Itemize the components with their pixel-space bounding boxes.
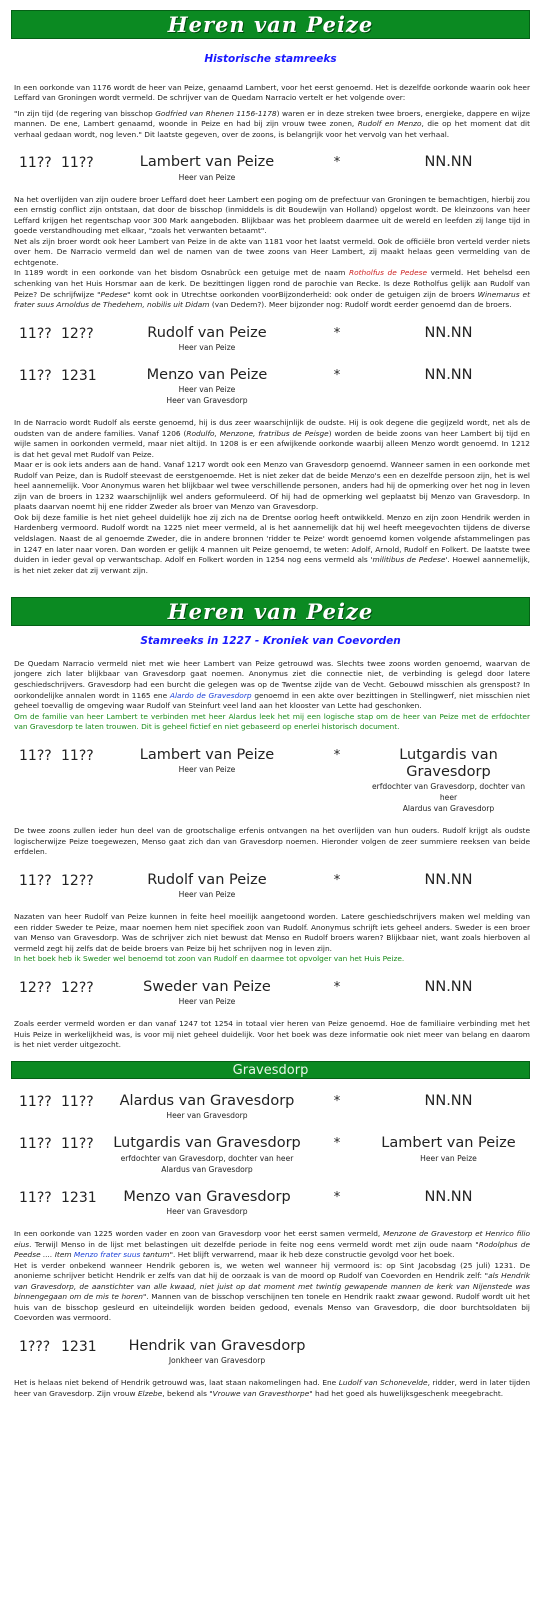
genealogy-entry [11, 325, 530, 353]
marriage-star: * [333, 1189, 341, 1205]
paragraph: Het is helaas niet bekend of Hendrik getrouwd was, laat staan nakomelingen had. Ene Ludolf van Schonevelde, ridder, werd in later tijden heer van Gravesdorp. Zijn vrouw Elzebe, bekend als "Vrouwe van Gravesthorpe" had het goed als huwelijksgeschenk meegebracht. [14, 1378, 531, 1398]
person-name: Sweder van Peize [143, 978, 271, 995]
death-year: 1231 [61, 1338, 97, 1355]
genealogy-entry [11, 1135, 530, 1174]
paragraph: Zoals eerder vermeld worden er dan vanaf 1247 tot 1254 in totaal vier heren van Peize genoemd. Hoe de familiaire verbinding met het Huis Peize in werkelijkheid was, is voor mij niet geheel duidelijk. Voor het boek was deze informatie ook niet meer van belang en daarom is het niet verder uitgezocht. [14, 1019, 530, 1050]
spouse-name: NN.NN [424, 366, 473, 383]
genealogy-entry [11, 1189, 530, 1217]
person-title: Heer van Gravesdorp [166, 1111, 248, 1121]
paragraph: In een oorkonde van 1225 worden vader en zoon van Gravesdorp voor het eerst samen vermeld, Menzone de Gravestorp et Henrico filio eius. Terwijl Menso in de lijst met belastingen uit dezelfde periode in feite nog eens vermeld wordt met zijn oude naam "Rodolphus de Peedse .... Item Menzo frater suus tantum". Het blijft verwarrend, maar ik heb deze constructie gevolgd voor het boek. Het is verder onbekend wanneer Hendrik geboren is, we weten wel wanneer hij vermoord is: op Sint Jacobsdag (25 juli) 1231. De anonieme schrijver beticht Hendrik er zelfs van dat hij de oorzaak is van de moord op Rudolf van Coevorden en Hendrik zelf: "als Hendrik van Gravesdorp, de aanstichter van alle kwaad, niet juist op dat moment met twintig gewapende mannen de kerk van Nijenstede was binnengegaan om de mis te horen". Mannen van de bisschop verschijnen ten tonele en Hendrik raakt zwaar gewond. Rudolf wordt uit het huis van de bisschop gesleurd en uiteindelijk worden beiden gedood, evenals Menso van Gravesdorp, die door burchtsoldaten bij Coevorden was vermoord. [14, 1228, 531, 1323]
person-name: Rudolf van Peize [147, 871, 267, 888]
genealogy-entry [11, 747, 530, 815]
person-title: erfdochter van Gravesdorp, dochter van heer [120, 1153, 294, 1163]
genealogy-entry [11, 154, 530, 182]
person-name: Hendrik van Gravesdorp [128, 1337, 306, 1354]
person-title: Heer van Peize [178, 172, 236, 182]
marriage-star: * [333, 325, 341, 341]
death-year: 11?? [61, 747, 94, 764]
person-title: Heer van Peize [178, 997, 236, 1007]
person-name: Lutgardis van Gravesdorp [113, 1135, 301, 1152]
person-name: Menzo van Peize [146, 366, 268, 383]
spouse-title-2: Alardus van Gravesdorp [402, 804, 495, 814]
person-name: Rudolf van Peize [147, 324, 267, 341]
birth-year: 1??? [19, 1338, 51, 1355]
birth-year: 11?? [19, 367, 52, 384]
birth-year: 11?? [19, 325, 52, 342]
spouse-name: NN.NN [424, 154, 473, 171]
spouse-name: Lutgardis van Gravesdorp [399, 746, 498, 780]
death-year: 12?? [61, 325, 94, 342]
birth-year: 11?? [19, 155, 52, 172]
spouse-name: Lambert van Peize [381, 1135, 516, 1152]
marriage-star: * [333, 155, 341, 171]
genealogy-entry [11, 872, 530, 900]
person-title: Heer van Peize [178, 342, 236, 352]
spouse-title: erfdochter van Gravesdorp, dochter van heer [371, 782, 526, 803]
birth-year: 11?? [19, 747, 52, 764]
section-header-gravesdorp: Gravesdorp [11, 1061, 530, 1079]
birth-year: 11?? [19, 1093, 52, 1110]
birth-year: 11?? [19, 1136, 52, 1153]
genealogy-entry [11, 1093, 530, 1121]
death-year: 1231 [61, 1189, 97, 1206]
person-title: Jonkheer van Gravesdorp [168, 1356, 266, 1366]
person-name: Lambert van Peize [139, 154, 275, 171]
death-year: 11?? [61, 155, 94, 172]
marriage-star: * [333, 747, 341, 763]
header-banner [11, 597, 530, 626]
person-name: Alardus van Gravesdorp [119, 1092, 295, 1109]
spouse-name: NN.NN [424, 978, 473, 995]
death-year: 12?? [61, 979, 94, 996]
person-title-2: Alardus van Gravesdorp [161, 1164, 253, 1174]
marriage-star: * [333, 1136, 341, 1152]
paragraph: "In zijn tijd (de regering van bisschop Godfried van Rhenen 1156-1178) waren er in deze streken twee broers, energieke, dappere en wijze mannen. De ene, Lambert genaamd, woonde in Peize en had bij zijn vrouw twee zonen, Rudolf en Menzo, die op het moment dat dit verhaal gedaan wordt, nog leven." Dit laatste gegeven, over de zoons, is belangrijk voor het vervolg van het verhaal. [14, 108, 531, 139]
paragraph: De twee zoons zullen ieder hun deel van de grootschalige erfenis ontvangen na het overlijden van hun ouders. Rudolf krijgt als oudste logischerwijze Peize toegewezen, Menso gaat zich dan van Gravesdorp noemen. Hieronder volgen de zeer summiere reeksen van beide erfdelen. [14, 826, 530, 857]
spouse-name: NN.NN [424, 1188, 473, 1205]
spouse-title: Heer van Peize [420, 1153, 477, 1163]
person-name: Menzo van Gravesdorp [123, 1188, 291, 1205]
marriage-star: * [333, 979, 341, 995]
genealogy-entry [11, 1338, 530, 1366]
person-title: Heer van Peize [178, 890, 236, 900]
person-title-2: Heer van Gravesdorp [166, 396, 248, 406]
banner-title: Heren van Peize [167, 598, 374, 624]
paragraph: Nazaten van heer Rudolf van Peize kunnen in feite heel moeilijk aangetoond worden. Latere geschiedschrijvers maken wel melding van een ridder Sweder te Peize, maar noemen hem niet specifiek zoon van Rudolf. Anonymus schrijft iets geheel anders. Sweder is een broer van Menso van Gravesdorp. Was de schrijver zich niet bewust dat Menso en Rudolf broers waren? Blijkbaar niet, want zoals hierboven al vermeld zegt hij zelfs dat de beide broers van Peize bij het schrijven nog in leven zijn. In het boek heb ik Sweder wel benoemd tot zoon van Rudolf en daarmee tot opvolger van het Huis Peize. [14, 912, 530, 964]
spouse-name: NN.NN [424, 1092, 473, 1109]
death-year: 12?? [61, 872, 94, 889]
person-title: Heer van Peize [178, 385, 236, 395]
paragraph: De Quedam Narracio vermeld niet met wie heer Lambert van Peize getrouwd was. Slechts twee zoons worden genoemd, waarvan de jongere zich later blijkbaar van Gravesdorp gaat noemen. Anonymus ziet die connectie niet, de verbinding is gelegd door latere geschiedschrijvers. Gravesdorp had een burcht die gelegen was op de Twentse zijde van de Vecht. Gebouwd misschien als grenspost? In oorkondelijke annalen wordt in 1165 ene Alardo de Gravesdorp genoemd in een akte over bezittingen in Stellingwerf, niet misschien niet geheel toevallig de omgeving waar Rudolf van Steinfurt veel land aan het klooster van Lette had geschonken. Om de familie van heer Lambert te verbinden met heer Alardus leek het mij een logische stap om de heer van Peize met de erfdochter van Gravesdorp te laten trouwen. Dit is geheel fictief en niet gebaseerd op enerlei historisch document. [14, 658, 530, 732]
banner-title: Heren van Peize [167, 11, 374, 37]
person-title: Heer van Peize [178, 764, 236, 774]
genealogy-entry [11, 979, 530, 1007]
paragraph: In een oorkonde van 1176 wordt de heer van Peize, genaamd Lambert, voor het eerst genoemd. Het is dezelfde oorkonde waarin ook heer Leffard van Groningen wordt vermeld. De schrijver van de Quedam Narracio vertelt er het volgende over: [14, 82, 530, 103]
spouse-name: NN.NN [424, 871, 473, 888]
marriage-star: * [333, 1093, 341, 1109]
death-year: 11?? [61, 1093, 94, 1110]
marriage-star: * [333, 367, 341, 383]
death-year: 11?? [61, 1136, 94, 1153]
marriage-star: * [333, 872, 341, 888]
section-subtitle: Stamreeks in 1227 - Kroniek van Coevorden [140, 635, 401, 648]
birth-year: 11?? [19, 872, 52, 889]
paragraph: In de Narracio wordt Rudolf als eerste genoemd, hij is dus zeer waarschijnlijk de oudste. Hij is ook degene die gegijzeld wordt, net als de oudsten van de andere families. Vanaf 1206 (Rodulfo, Menzone, fratribus de Peisge) worden de beide zoons van heer Lambert bij tijd en wijle samen in oorkonden vermeld, maar niet altijd. In 1208 is er een afwijkende oorkonde waarbij alleen Menzo wordt genoemd. In 1212 is dat het geval met Rudolf van Peize. Maar er is ook iets anders aan de hand. Vanaf 1217 wordt ook een Menzo van Gravesdorp genoemd. Wanneer samen in een oorkonde met Rudolf van Peize, dan is Rudolf steevast de eerstgenoemde. Het is niet zeker dat de beide Menzo's een en dezelfde persoon zijn, het is wel heel aannemelijk. Voor Anonymus waren het blijkbaar wel twee verschillende personen, anders had hij de opmerking over het nog in leven zijn van de broers in 1232 waarschijnlijk wel anders geformuleerd. Of hij had de opmerking wel geplaatst bij Menzo van Gravesdorp. In plaats daarvan noemt hij ene ridder Zweder als broer van Menzo van Gravesdorp. Ook bij deze familie is het niet geheel duidelijk hoe zij zich na de Drentse oorlog heeft ontwikkeld. Menzo en zijn zoon Hendrik werden in Hardenberg vermoord. Rudolf wordt na 1225 niet meer vermeld, al is het aannemelijk dat hij wel heeft meegevochten tijdens de diverse veldslagen. Naast de al genoemde Zweder, die in andere bronnen 'ridder te Peize' wordt genoemd komen volgende afstammelingen pas in 1247 en later naar voren. Dan worden er gelijk 4 mannen uit Peize genoemd, te weten: Adolf, Arnold, Rudolf en Folkert. De laatste twee duiden in ieder geval op verwantschap. Adolf en Folkert worden in 1254 nog eens vermeld als 'militibus de Pedese'. Hoewel aannemelijk, is het niet zeker dat zij verwant zijn. [14, 418, 530, 575]
header-banner [11, 10, 530, 39]
birth-year: 11?? [19, 1189, 52, 1206]
section-subtitle: Historische stamreeks [204, 53, 337, 65]
genealogy-entry [11, 367, 530, 406]
spouse-name: NN.NN [424, 324, 473, 341]
paragraph: Na het overlijden van zijn oudere broer Leffard doet heer Lambert een poging om de prefectuur van Groningen te bemachtigen, hierbij zou een ernstig conflict zijn ontstaan, dat door de bisschop (inmiddels is dit Boudewijn van Holland) opgelost wordt. De kleinzoons van heer Leffard krijgen het regentschap voor 300 Mark aangeboden. Blijkbaar was het probleem daarmee uit de wereld en leefden zij lange tijd in goede verstandhouding met elkaar, "zoals het verwanten betaamt". Net als zijn broer wordt ook heer Lambert van Peize in de akte van 1181 voor het laatst vermeld. Ook de officiële bron verteld verder niets over hem. De Narracio vermeld dan wel de namen van de twee zoons van Heer Lambert, zij maakt helaas geen vermelding van de echtgenote. In 1189 wordt in een oorkonde van het bisdom Osnabrück een getuige met de naam Rotholfus de Pedese vermeld. Het behelsd een schenking van het Huis Horsmar aan de kerk. De bezittingen liggen rond de parochie van Recke. Is deze Rotholfus gelijk aan Rudolf van Peize? De schrijfwijze "Pedese" komt ook in Utrechtse oorkonden voorBijzonderheid: ook onder de getuigen zijn de broers Winemarus et frater suus Arnoldus de Thedehem, nobilis uit Didam (van Dedem?). Meer bijzonder nog: Rudolf wordt eerder genoemd dan de broers. [14, 194, 530, 310]
birth-year: 12?? [19, 979, 52, 996]
person-title: Heer van Gravesdorp [166, 1206, 248, 1216]
person-name: Lambert van Peize [139, 746, 275, 763]
death-year: 1231 [61, 367, 97, 384]
